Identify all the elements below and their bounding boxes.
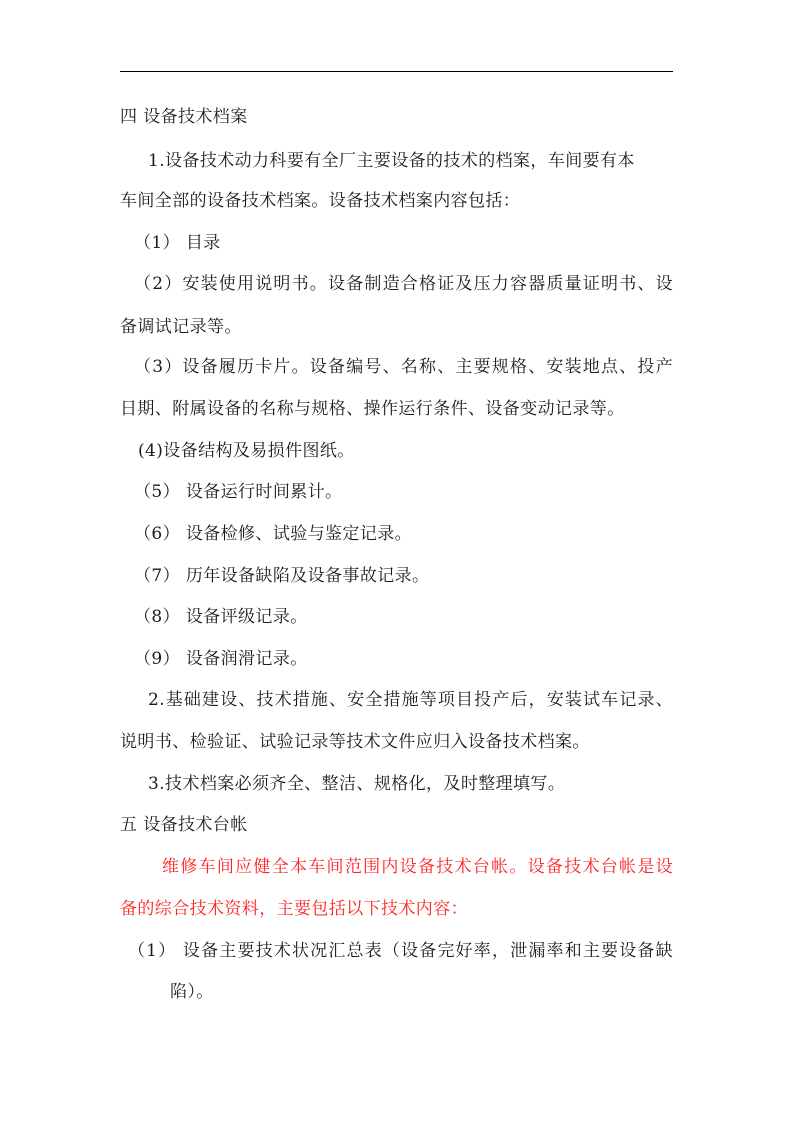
section-4-item-7: （7） 历年设备缺陷及设备事故记录。 — [134, 566, 430, 586]
section-4-item-1: （1） 目录 — [134, 233, 221, 253]
section-4-item-2-line-2: 备调试记录等。 — [120, 317, 242, 337]
header-rule — [120, 71, 673, 72]
section-4-item-8: （8） 设备评级记录。 — [134, 607, 308, 627]
section-5-highlight-line-2: 备的综合技术资料，主要包括以下技术内容： — [120, 899, 468, 919]
section-4-item-2-line-1: （2）安装使用说明书。设备制造合格证及压力容器质量证明书、设 — [134, 274, 673, 294]
section-5-item-1-line-1: （1） 设备主要技术状况汇总表（设备完好率，泄漏率和主要设备缺 — [128, 941, 673, 961]
section-4-heading: 四 设备技术档案 — [120, 107, 248, 127]
section-4-item-4: (4)设备结构及易损件图纸。 — [138, 441, 355, 461]
section-4-item-6: （6） 设备检修、试验与鉴定记录。 — [134, 524, 413, 544]
section-4-paragraph-1-line-2: 车间全部的设备技术档案。设备技术档案内容包括： — [120, 191, 521, 211]
section-5-highlight-line-1: 维修车间应健全本车间范围内设备技术台帐。设备技术台帐是设 — [162, 857, 673, 877]
section-4-paragraph-2-line-2: 说明书、检验证、试验记录等技术文件应归入设备技术档案。 — [120, 732, 590, 752]
section-5-heading: 五 设备技术台帐 — [120, 815, 248, 835]
section-4-item-3-line-1: （3）设备履历卡片。设备编号、名称、主要规格、安装地点、投产 — [134, 357, 673, 377]
section-4-paragraph-3: 3.技术档案必须齐全、整洁、规格化，及时整理填写。 — [148, 774, 566, 794]
section-4-item-9: （9） 设备润滑记录。 — [134, 649, 308, 669]
section-4-item-3-line-2: 日期、附属设备的名称与规格、操作运行条件、设备变动记录等。 — [120, 399, 625, 419]
section-4-paragraph-1-line-1: 1.设备技术动力科要有全厂主要设备的技术的档案，车间要有本 — [148, 151, 635, 171]
section-4-item-5: （5） 设备运行时间累计。 — [134, 482, 343, 502]
section-4-paragraph-2-line-1: 2.基础建设、技术措施、安全措施等项目投产后，安装试车记录、 — [148, 690, 673, 710]
section-5-item-1-line-2: 陷）。 — [170, 982, 214, 1002]
